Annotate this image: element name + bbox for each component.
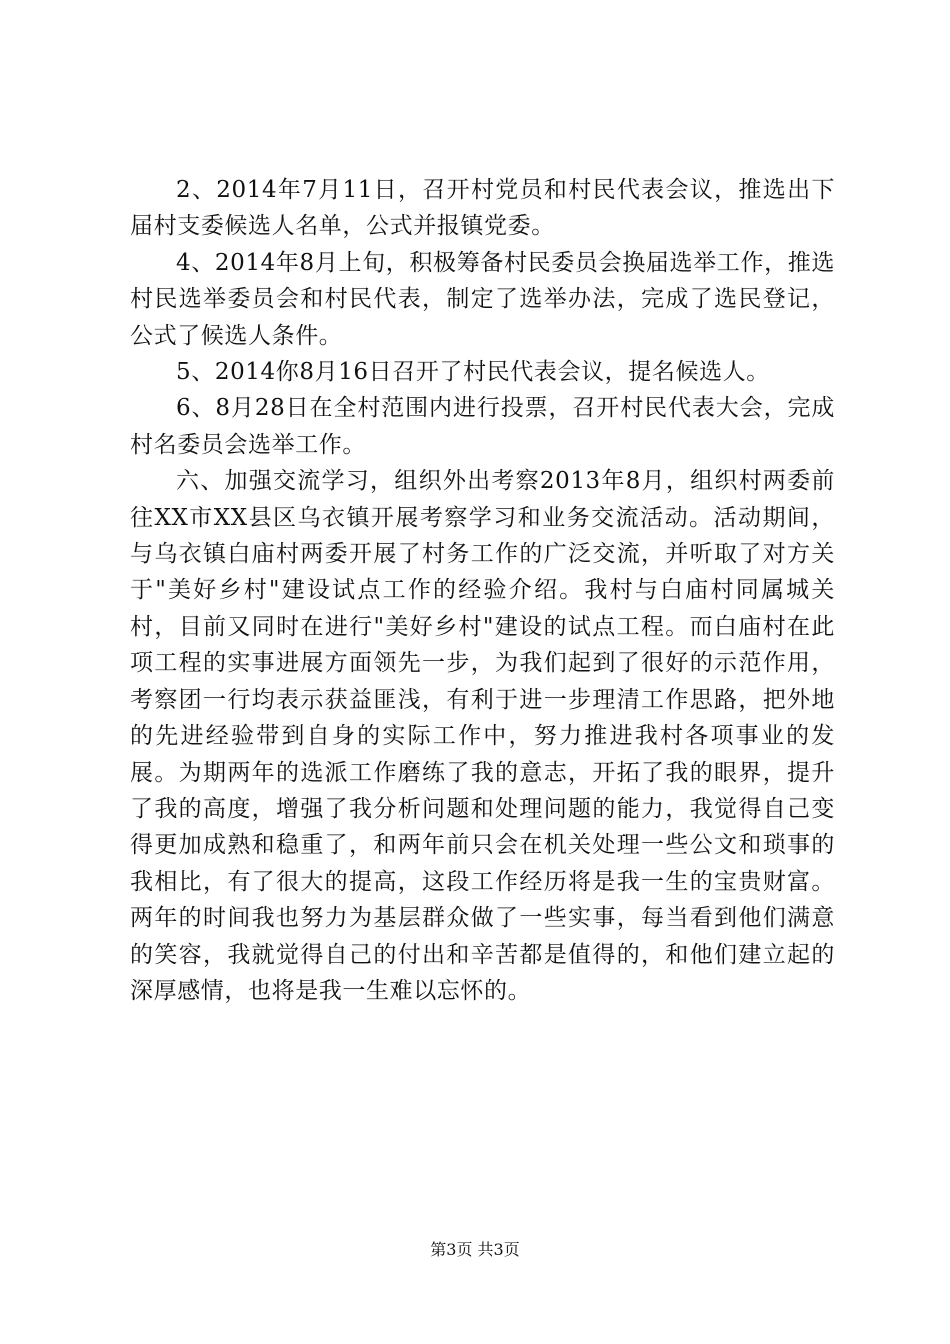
page-number: 第3页 — [430, 1240, 473, 1259]
page-footer — [0, 1240, 950, 1260]
page-total: 共3页 — [477, 1240, 520, 1259]
paragraph-item-4: 4、2014年8月上旬，积极筹备村民委员会换届选举工作，推选村民选举委员会和村民代表，制定了选举办法，完成了选民登记，公式了候选人条件。 — [130, 249, 835, 349]
paragraph-item-2: 2、2014年7月11日，召开村党员和村民代表会议，推选出下届村支委候选人名单，公式并报镇党委。 — [130, 177, 835, 240]
paragraph-section-six: 六、加强交流学习，组织外出考察2013年8月，组织村两委前往XX市XX县区乌衣镇开展考察学习和业务交流活动。活动期间，与乌衣镇白庙村两委开展了村务工作的广泛交流，并听取了对方关于"美好乡村"建设试点工作的经验介绍。我村与白庙村同属城关村，目前又同时在进行"美好乡村"建设的试点工程。而白庙村在此项工程的实事进展方面领先一步，为我们起到了很好的示范作用，考察团一行均表示获益匪浅，有利于进一步理清工作思路，把外地的先进经验带到自身的实际工作中，努力推进我村各项事业的发展。为期两年的选派工作磨练了我的意志，开拓了我的眼界，提升了我的高度，增强了我分析问题和处理问题的能力，我觉得自己变得更加成熟和稳重了，和两年前只会在机关处理一些公文和琐事的我相比，有了很大的提高，这段工作经历将是我一生的宝贵财富。两年的时间我也努力为基层群众做了一些实事，每当看到他们满意的笑容，我就觉得自己的付出和辛苦都是值得的，和他们建立起的深厚感情，也将是我一生难以忘怀的。 — [130, 468, 835, 1004]
paragraph-item-5: 5、2014你8月16日召开了村民代表会议，提名候选人。 — [176, 359, 770, 386]
document-body — [130, 172, 835, 1009]
paragraph-item-6: 6、8月28日在全村范围内进行投票，召开村民代表大会，完成村名委员会选举工作。 — [130, 395, 835, 458]
